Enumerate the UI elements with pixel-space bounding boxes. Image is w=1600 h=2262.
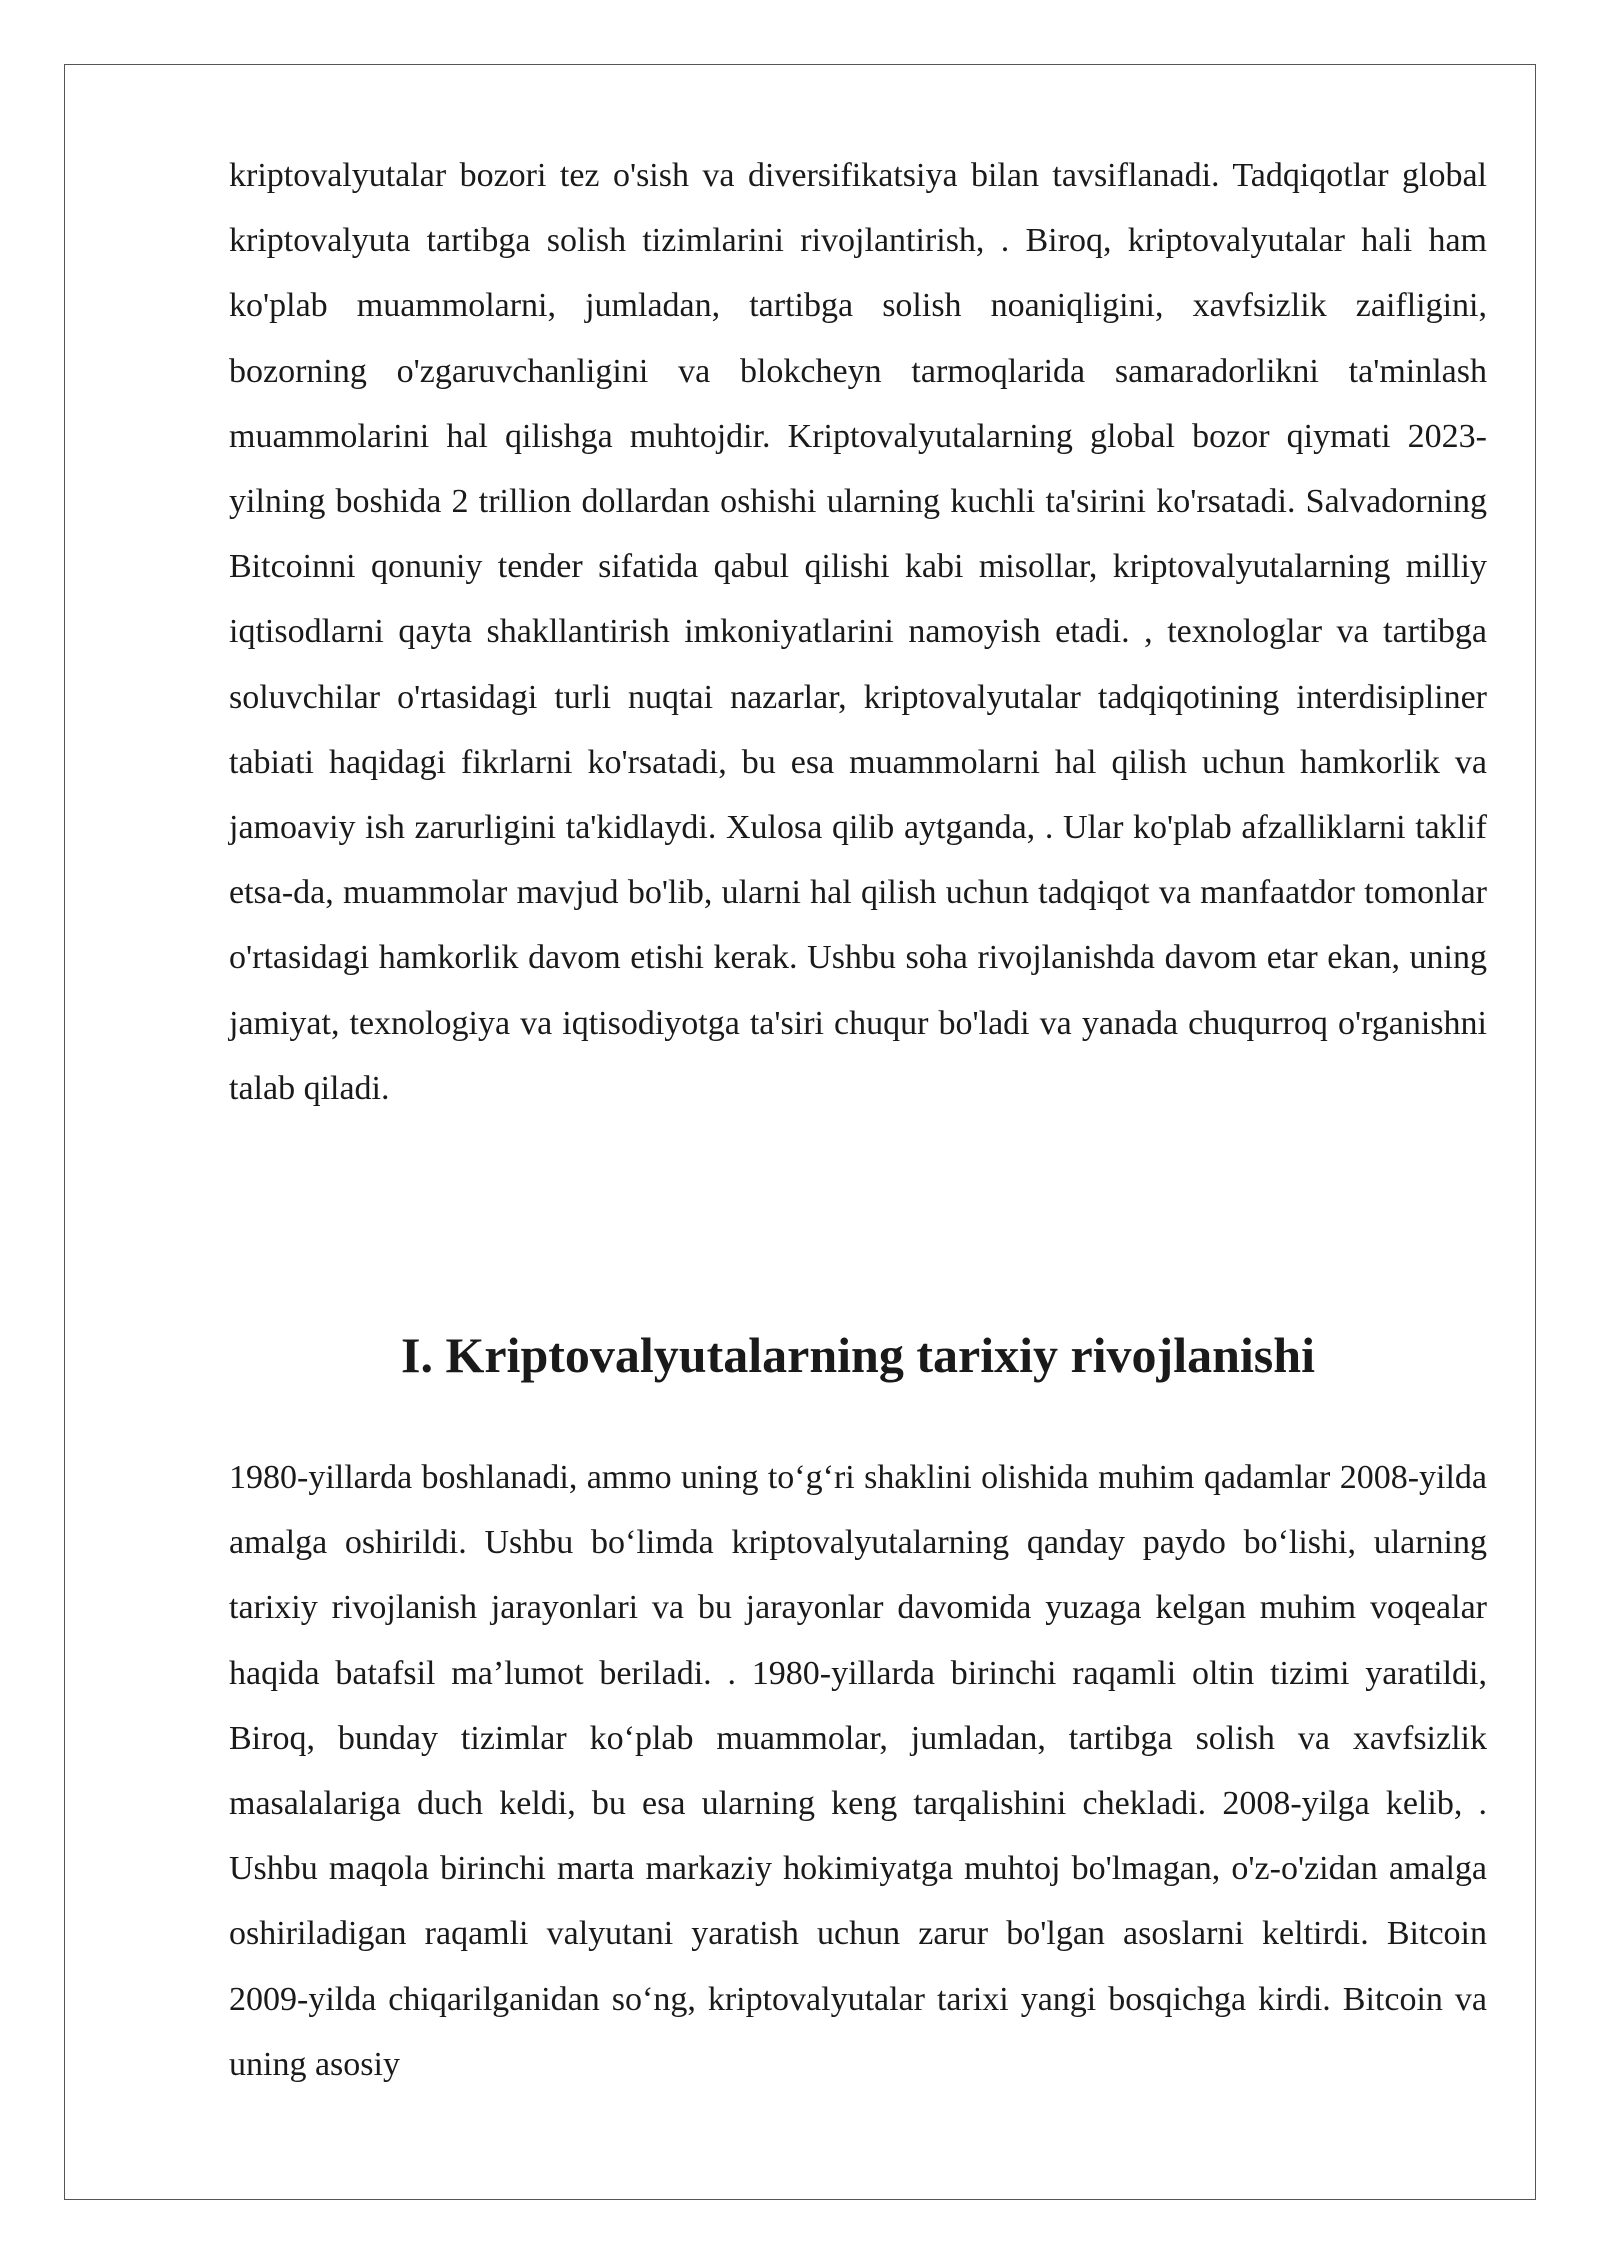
body-paragraph-2: 1980-yillarda boshlanadi, ammo uning to‘g‘ri shaklini olishida muhim qadamlar 2008-yilda amalga oshirildi. Ushbu bo‘limda kriptovalyutalarning qanday paydo bo‘lishi, ularning tarixiy rivojlanish jarayonlari va bu jarayonlar davomida yuzaga kelgan muhim voqealar haqida batafsil ma’lumot beriladi. . 1980-yillarda birinchi raqamli oltin tizimi yaratildi, Biroq, bunday tizimlar ko‘plab muammolar, jumladan, tartibga solish va xavfsizlik masalalariga duch keldi, bu esa ularning keng tarqalishini chekladi. 2008-yilga kelib, . Ushbu maqola birinchi marta markaziy hokimiyatga muhtoj bo'lmagan, o'z-o'zidan amalga oshiriladigan raqamli valyutani yaratish uchun zarur bo'lgan asoslarni keltirdi. Bitcoin 2009-yilda chiqarilganidan so‘ng, kriptovalyutalar tarixi yangi bosqichga kirdi. Bitcoin va uning asosiy <box>229 1459 1487 2083</box>
body-paragraph-1: kriptovalyutalar bozori tez o'sish va diversifikatsiya bilan tavsiflanadi. Tadqiqotlar global kriptovalyuta tartibga solish tizimlarini rivojlantirish, . Biroq, kriptovalyutalar hali ham ko'plab muammolarni, jumladan, tartibga solish noaniqligini, xavfsizlik zaifligini, bozorning o'zgaruvchanligini va blokcheyn tarmoqlarida samaradorlikni ta'minlash muammolarini hal qilishga muhtojdir. Kriptovalyutalarning global bozor qiymati 2023-yilning boshida 2 trillion dollardan oshishi ularning kuchli ta'sirini ko'rsatadi. Salvadorning Bitcoinni qonuniy tender sifatida qabul qilishi kabi misollar, kriptovalyutalarning milliy iqtisodlarni qayta shakllantirish imkoniyatlarini namoyish etadi. , texnologlar va tartibga soluvchilar o'rtasidagi turli nuqtai nazarlar, kriptovalyutalar tadqiqotining interdisipliner tabiati haqidagi fikrlarni ko'rsatadi, bu esa muammolarni hal qilish uchun hamkorlik va jamoaviy ish zarurligini ta'kidlaydi. Xulosa qilib aytganda, . Ular ko'plab afzalliklarni taklif etsa-da, muammolar mavjud bo'lib, ularni hal qilish uchun tadqiqot va manfaatdor tomonlar o'rtasidagi hamkorlik davom etishi kerak. Ushbu soha rivojlanishda davom etar ekan, uning jamiyat, texnologiya va iqtisodiyotga ta'siri chuqur bo'ladi va yanada chuqurroq o'rganishni talab qiladi. <box>229 157 1487 1107</box>
section-heading: I. Kriptovalyutalarning tarixiy rivojlanishi <box>401 1327 1315 1383</box>
